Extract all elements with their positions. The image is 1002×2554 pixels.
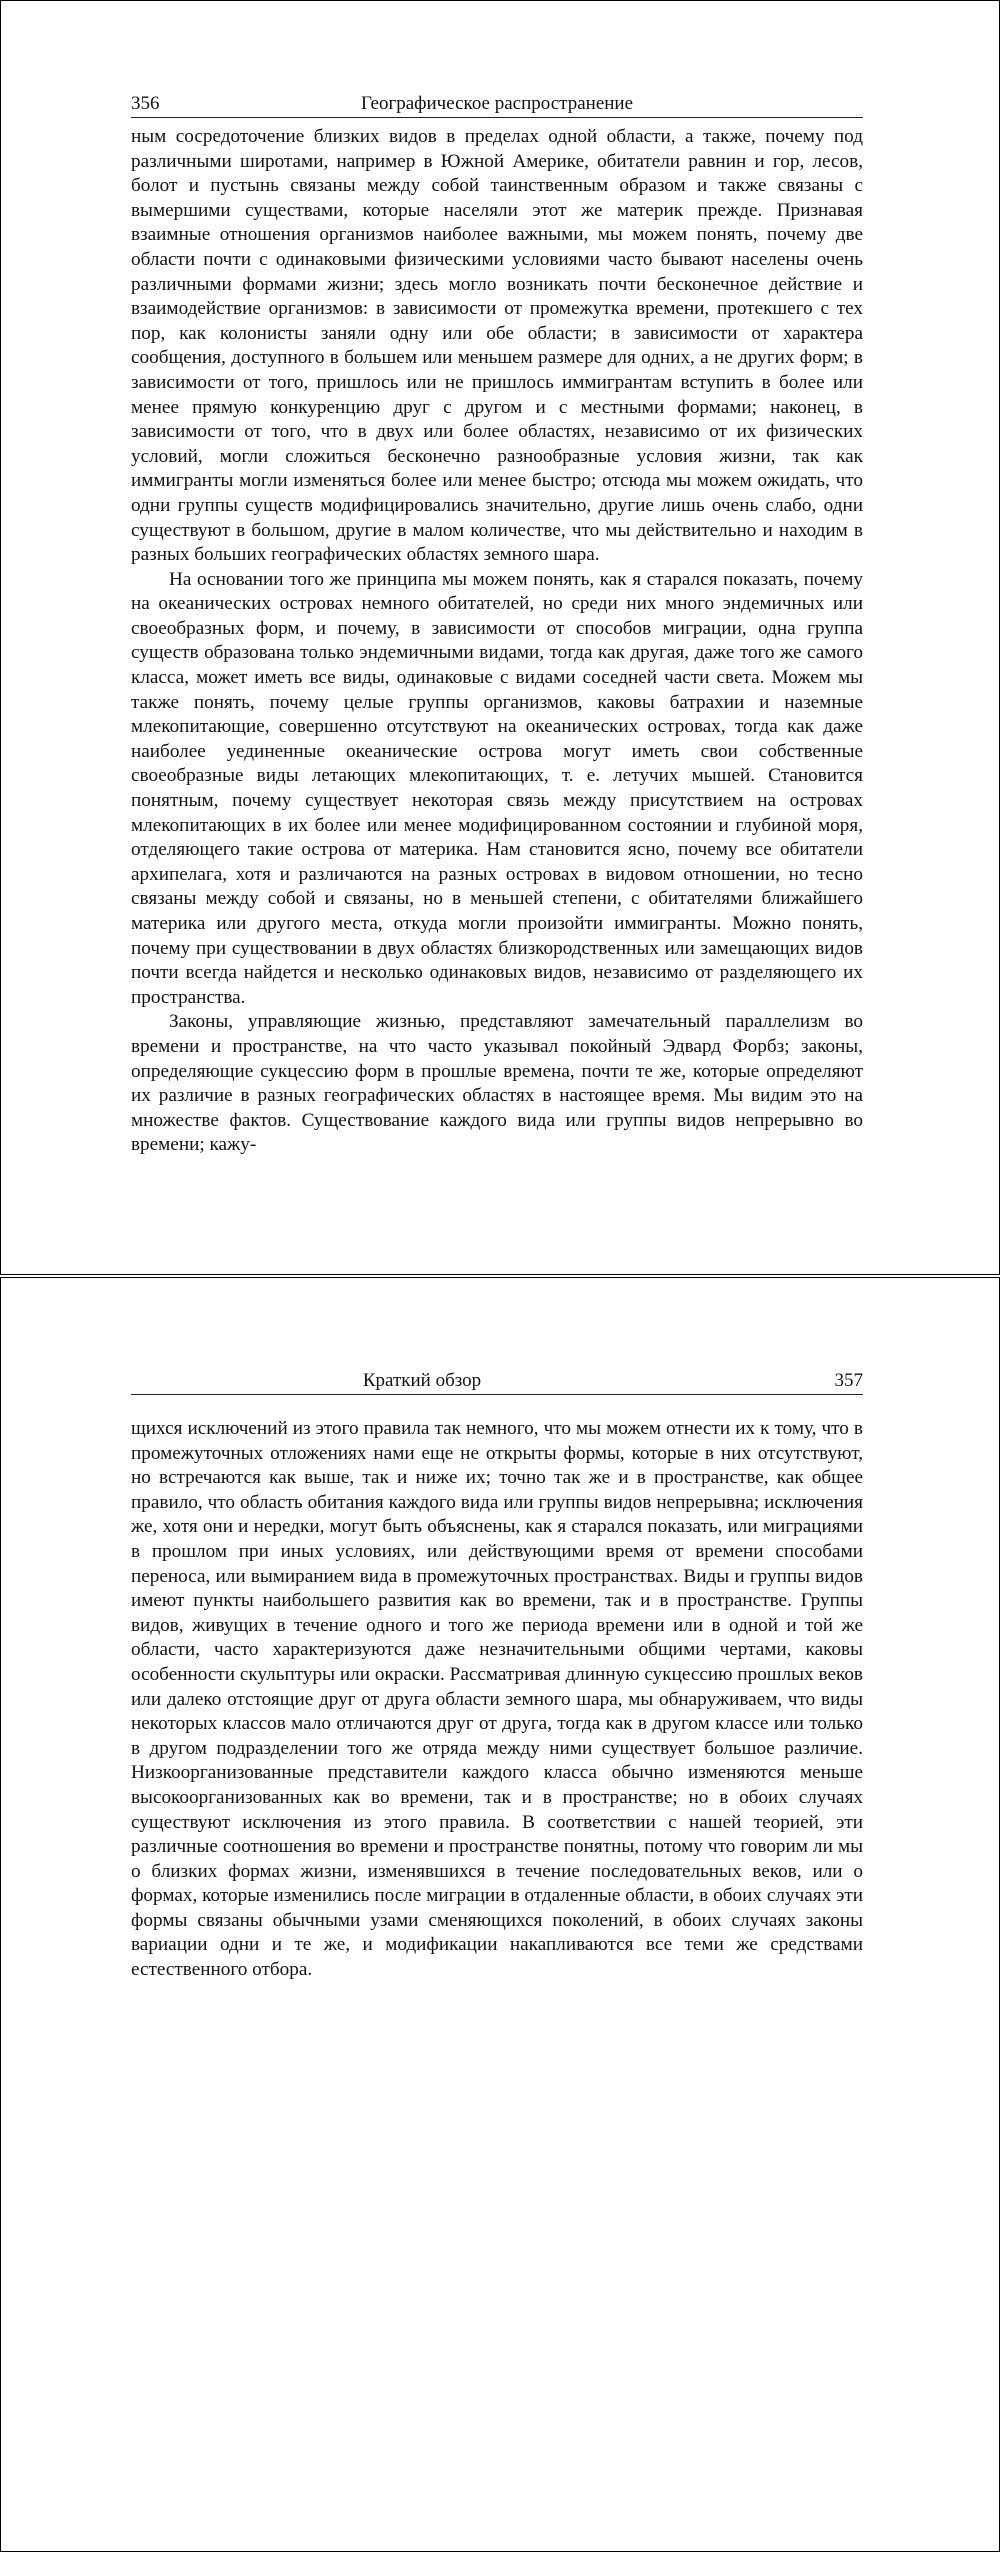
paragraph: Законы, управляющие жизнью, представляют замечательный параллелизм во времени и пространстве, на что часто указывал покойный Эдвард Форбз; законы, определяющие сукцессию форм в прошлые времена, почти те же, которые определяют их различие в разных географических областях в настоящее время. Мы видим это на множестве фактов. Существование каждого вида или группы видов непрерывно во времени; кажу- — [131, 1011, 863, 1156]
book-page-356 — [0, 0, 1000, 1275]
running-head — [131, 1370, 863, 1395]
page-body — [131, 125, 863, 1158]
book-page-357 — [0, 1277, 1000, 2552]
running-title: Географическое распространение — [360, 93, 634, 114]
running-title: Краткий обзор — [362, 1370, 482, 1391]
paragraph: щихся исключений из этого правила так немного, что мы можем отнести их к тому, что в промежуточных отложениях нами еще не открыты формы, которые в них отсутствуют, но встречаются как выше, так и ниже их; точно так же и в пространстве, как общее правило, что область обитания каждого вида или группы видов непрерывна; исключения же, хотя они и нередки, могут быть объяснены, как я старался показать, или миграциями в прошлом при иных условиях, или действующими время от времени способами переноса, или вымиранием вида в промежуточных пространствах. Виды и группы видов имеют пункты наибольшего развития как во времени, так и в пространстве. Группы видов, живущих в течение одного и того же периода времени или в одной и той же области, часто характеризуются даже незначительными общими чертами, каковы особенности скульптуры или окраски. Рассматривая длинную сукцессию прошлых веков или далеко отстоящие друг от друга области земного шара, мы обнаруживаем, что виды некоторых классов мало отличаются друг от друга, тогда как в другом классе или только в другом подразделении того же отряда между ними существует большое различие. Низкоорганизованные представители каждого класса обычно изменяются меньше высокоорганизованных как во времени, так и в пространстве; но в обоих случаях существуют исключения из этого правила. В соответствии с нашей теорией, эти различные соотношения во времени и пространстве понятны, потому что говорим ли мы о близких формах жизни, изменявшихся в течение последовательных веков, или о формах, которые изменились после миграции в отдаленные области, в обоих случаях эти формы связаны обычными узами сменяющихся поколений, в обоих случаях законы вариации одни и те же, и модификации накапливаются все теми же средствами естественного отбора. — [131, 1418, 863, 1981]
page-number: 357 — [834, 1370, 863, 1391]
running-head — [131, 93, 863, 118]
paragraph: На основании того же принципа мы можем понять, как я старался показать, почему на океанических островах немного обитателей, но среди них много эндемичных или своеобразных форм, и почему, в зависимости от способов миграции, одна группа существ образована только эндемичными видами, тогда как другая, даже того же самого класса, может иметь все виды, одинаковые с видами соседней части света. Можем мы также понять, почему целые группы организмов, каковы батрахии и наземные млекопитающие, совершенно отсутствуют на океанических островах, тогда как даже наиболее уединенные океанические острова могут иметь свои собственные своеобразные виды летающих млекопитающих, т. е. летучих мышей. Становится понятным, почему существует некоторая связь между присутствием на островах млекопитающих в их более или менее модифицированном состоянии и глубиной моря, отделяющего такие острова от материка. Нам становится ясно, почему все обитатели архипелага, хотя и различаются на разных островах в видовом отношении, но тесно связаны между собой и связаны, но в меньшей степени, с обитателями ближайшего материка или другого места, откуда могли произойти иммигранты. Можно понять, почему при существовании в двух областях близкородственных или замещающих видов почти всегда найдется и несколько одинаковых видов, независимо от разделяющего их пространства. — [131, 568, 863, 1008]
page-number: 356 — [131, 93, 160, 114]
page-body — [131, 1417, 863, 1983]
paragraph: ным сосредоточение близких видов в пределах одной области, а также, почему под различными широтами, например в Южной Америке, обитатели равнин и гор, лесов, болот и пустынь связаны между собой таинственным образом и также связаны с вымершими существами, которые населяли этот же материк прежде. Признавая взаимные отношения организмов наиболее важными, мы можем понять, почему две области почти с одинаковыми физическими условиями часто бывают населены очень различными формами жизни; здесь могло возникать почти бесконечное действие и взаимодействие организмов: в зависимости от промежутка времени, протекшего с тех пор, как колонисты заняли одну или обе области; в зависимости от характера сообщения, доступного в большем или меньшем размере для одних, а не других форм; в зависимости от того, пришлось или не пришлось иммигрантам вступить в более или менее прямую конкуренцию друг с другом и с местными формами; наконец, в зависимости от того, что в двух или более областях, независимо от их физических условий, могли сложиться бесконечно разнообразные условия жизни, так как иммигранты могли изменяться более или менее быстро; отсюда мы можем ожидать, что одни группы существ модифицировались значительно, другие лишь очень слабо, одни существуют в большом, другие в малом количестве, что мы действительно и находим в разных больших географических областях земного шара. — [131, 126, 863, 566]
